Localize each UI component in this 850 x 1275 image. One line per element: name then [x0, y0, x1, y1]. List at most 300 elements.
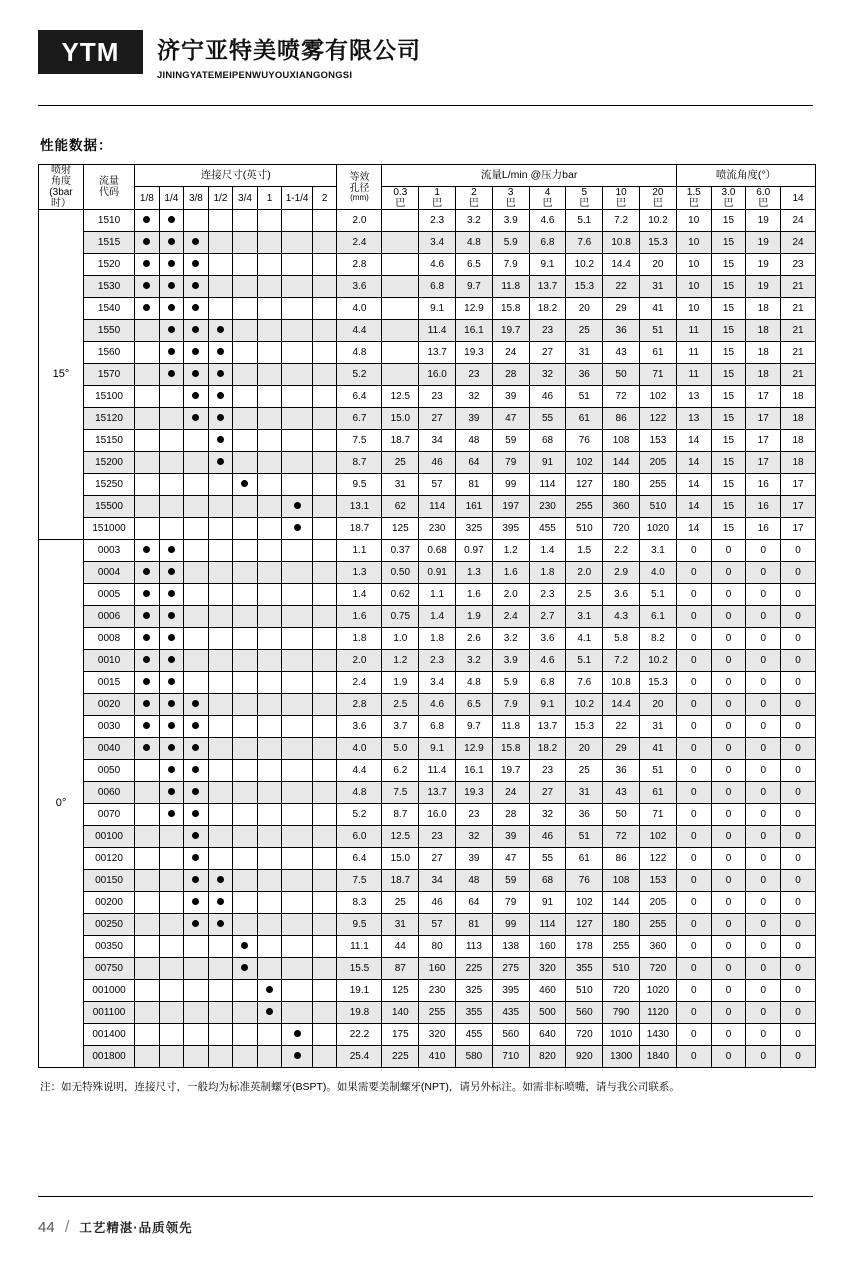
cell-flow-1: 46 — [419, 892, 456, 914]
cell-angle-1: 15 — [711, 232, 746, 254]
dot-icon — [192, 392, 199, 399]
cell-conn-5 — [257, 1046, 282, 1068]
cell-conn-6 — [282, 738, 313, 760]
cell-flow-3: 2.4 — [492, 606, 529, 628]
cell-flow-5: 76 — [566, 430, 603, 452]
cell-angle-3: 21 — [781, 364, 816, 386]
header-flow-code — [83, 165, 134, 210]
cell-flow-1: 2.3 — [419, 650, 456, 672]
cell-flow-code: 0008 — [83, 628, 134, 650]
cell-conn-5 — [257, 320, 282, 342]
cell-conn-0 — [135, 606, 160, 628]
dot-icon — [168, 612, 175, 619]
cell-conn-2 — [184, 562, 209, 584]
cell-conn-4 — [233, 958, 258, 980]
cell-conn-5 — [257, 870, 282, 892]
cell-flow-code: 00750 — [83, 958, 134, 980]
cell-angle-3: 0 — [781, 650, 816, 672]
cell-flow-0: 12.5 — [382, 826, 419, 848]
cell-flow-5: 15.3 — [566, 276, 603, 298]
cell-conn-1 — [159, 958, 184, 980]
cell-angle-3: 18 — [781, 430, 816, 452]
cell-flow-3: 5.9 — [492, 232, 529, 254]
cell-orifice: 2.4 — [337, 672, 382, 694]
dot-icon — [168, 744, 175, 751]
table-row — [39, 254, 816, 276]
cell-angle-2: 19 — [746, 276, 781, 298]
cell-conn-0 — [135, 474, 160, 496]
table-row — [39, 496, 816, 518]
cell-angle-3: 0 — [781, 980, 816, 1002]
cell-flow-5: 355 — [566, 958, 603, 980]
cell-conn-7 — [312, 782, 337, 804]
cell-flow-3: 1.6 — [492, 562, 529, 584]
cell-conn-1 — [159, 298, 184, 320]
cell-conn-7 — [312, 232, 337, 254]
cell-angle-0: 0 — [676, 738, 711, 760]
cell-conn-1 — [159, 1002, 184, 1024]
cell-flow-5: 20 — [566, 738, 603, 760]
table-head-row-2 — [39, 187, 816, 210]
cell-conn-1 — [159, 738, 184, 760]
cell-flow-4: 13.7 — [529, 276, 566, 298]
header-pressure-0: 0.3 巴 — [382, 187, 419, 210]
cell-conn-5 — [257, 782, 282, 804]
cell-conn-0 — [135, 518, 160, 540]
cell-angle-3: 18 — [781, 452, 816, 474]
cell-conn-1 — [159, 848, 184, 870]
cell-flow-code: 0003 — [83, 540, 134, 562]
cell-flow-5: 102 — [566, 892, 603, 914]
cell-angle-0: 0 — [676, 848, 711, 870]
cell-flow-4: 18.2 — [529, 738, 566, 760]
cell-orifice: 1.3 — [337, 562, 382, 584]
cell-conn-7 — [312, 694, 337, 716]
cell-orifice: 19.1 — [337, 980, 382, 1002]
cell-conn-1 — [159, 364, 184, 386]
cell-conn-5 — [257, 760, 282, 782]
cell-orifice: 3.6 — [337, 276, 382, 298]
cell-conn-6 — [282, 936, 313, 958]
cell-conn-3 — [208, 980, 233, 1002]
cell-flow-code: 0070 — [83, 804, 134, 826]
cell-angle-2: 0 — [746, 760, 781, 782]
cell-conn-5 — [257, 496, 282, 518]
dot-icon — [168, 282, 175, 289]
cell-flow-7: 1840 — [640, 1046, 677, 1068]
cell-flow-code: 0010 — [83, 650, 134, 672]
dot-icon — [217, 436, 224, 443]
cell-flow-7: 31 — [640, 276, 677, 298]
cell-flow-4: 91 — [529, 892, 566, 914]
cell-flow-code: 1510 — [83, 210, 134, 232]
cell-angle-3: 0 — [781, 760, 816, 782]
cell-conn-4 — [233, 1024, 258, 1046]
cell-conn-1 — [159, 474, 184, 496]
cell-angle-0: 10 — [676, 210, 711, 232]
cell-conn-6 — [282, 430, 313, 452]
cell-angle-2: 17 — [746, 386, 781, 408]
cell-angle-2: 17 — [746, 430, 781, 452]
cell-flow-1: 23 — [419, 386, 456, 408]
cell-flow-6: 43 — [603, 782, 640, 804]
cell-flow-5: 25 — [566, 760, 603, 782]
cell-conn-6 — [282, 606, 313, 628]
cell-conn-3 — [208, 848, 233, 870]
cell-flow-0: 44 — [382, 936, 419, 958]
cell-conn-3 — [208, 606, 233, 628]
cell-flow-3: 435 — [492, 1002, 529, 1024]
cell-flow-3: 15.8 — [492, 298, 529, 320]
dot-icon — [192, 920, 199, 927]
cell-flow-5: 20 — [566, 298, 603, 320]
cell-angle-0: 14 — [676, 496, 711, 518]
cell-orifice: 6.4 — [337, 386, 382, 408]
cell-angle-2: 17 — [746, 408, 781, 430]
dot-icon — [168, 546, 175, 553]
cell-flow-6: 43 — [603, 342, 640, 364]
table-row — [39, 562, 816, 584]
cell-conn-7 — [312, 364, 337, 386]
cell-conn-0 — [135, 364, 160, 386]
cell-angle-1: 0 — [711, 716, 746, 738]
cell-conn-2 — [184, 870, 209, 892]
cell-angle-2: 19 — [746, 254, 781, 276]
cell-orifice: 7.5 — [337, 430, 382, 452]
cell-conn-3 — [208, 738, 233, 760]
cell-flow-4: 640 — [529, 1024, 566, 1046]
cell-conn-1 — [159, 254, 184, 276]
cell-conn-2 — [184, 408, 209, 430]
dot-icon — [192, 832, 199, 839]
cell-conn-3 — [208, 716, 233, 738]
cell-conn-0 — [135, 980, 160, 1002]
cell-conn-2 — [184, 1024, 209, 1046]
cell-orifice: 1.8 — [337, 628, 382, 650]
cell-conn-2 — [184, 386, 209, 408]
dot-icon — [217, 326, 224, 333]
cell-flow-0: 0.62 — [382, 584, 419, 606]
cell-angle-0: 14 — [676, 452, 711, 474]
cell-flow-code: 001400 — [83, 1024, 134, 1046]
cell-flow-3: 19.7 — [492, 320, 529, 342]
cell-flow-5: 920 — [566, 1046, 603, 1068]
cell-flow-2: 113 — [456, 936, 493, 958]
cell-angle-3: 0 — [781, 738, 816, 760]
table-row — [39, 892, 816, 914]
cell-flow-2: 16.1 — [456, 760, 493, 782]
cell-flow-4: 27 — [529, 782, 566, 804]
cell-conn-7 — [312, 650, 337, 672]
cell-conn-4 — [233, 320, 258, 342]
cell-conn-0 — [135, 672, 160, 694]
cell-conn-6 — [282, 826, 313, 848]
cell-flow-4: 9.1 — [529, 254, 566, 276]
table-row — [39, 980, 816, 1002]
cell-conn-5 — [257, 892, 282, 914]
cell-flow-7: 102 — [640, 826, 677, 848]
cell-flow-2: 325 — [456, 980, 493, 1002]
cell-flow-3: 5.9 — [492, 672, 529, 694]
cell-conn-2 — [184, 782, 209, 804]
table-row — [39, 738, 816, 760]
cell-flow-5: 36 — [566, 364, 603, 386]
cell-flow-0: 3.7 — [382, 716, 419, 738]
cell-conn-0 — [135, 276, 160, 298]
cell-conn-7 — [312, 254, 337, 276]
cell-conn-1 — [159, 452, 184, 474]
table-row — [39, 936, 816, 958]
page-header — [0, 0, 850, 108]
cell-flow-1: 57 — [419, 914, 456, 936]
cell-flow-3: 710 — [492, 1046, 529, 1068]
cell-angle-0: 0 — [676, 892, 711, 914]
table-row — [39, 518, 816, 540]
cell-conn-2 — [184, 298, 209, 320]
cell-conn-3 — [208, 298, 233, 320]
dot-icon — [143, 700, 150, 707]
cell-angle-0: 11 — [676, 364, 711, 386]
cell-flow-6: 36 — [603, 760, 640, 782]
cell-flow-3: 47 — [492, 848, 529, 870]
header-conn-3: 1/2 — [208, 187, 233, 210]
cell-conn-7 — [312, 452, 337, 474]
cell-conn-5 — [257, 738, 282, 760]
cell-conn-6 — [282, 672, 313, 694]
cell-conn-5 — [257, 386, 282, 408]
cell-flow-6: 7.2 — [603, 210, 640, 232]
cell-conn-5 — [257, 1002, 282, 1024]
cell-conn-1 — [159, 320, 184, 342]
cell-conn-2 — [184, 936, 209, 958]
cell-conn-6 — [282, 870, 313, 892]
header-angle-0: 1.5 巴 — [676, 187, 711, 210]
cell-conn-7 — [312, 276, 337, 298]
cell-conn-0 — [135, 254, 160, 276]
cell-conn-7 — [312, 408, 337, 430]
cell-orifice: 5.2 — [337, 364, 382, 386]
cell-flow-4: 68 — [529, 430, 566, 452]
cell-flow-1: 27 — [419, 408, 456, 430]
cell-flow-3: 395 — [492, 980, 529, 1002]
cell-angle-3: 0 — [781, 1002, 816, 1024]
cell-flow-0: 25 — [382, 452, 419, 474]
cell-conn-1 — [159, 562, 184, 584]
dot-icon — [294, 1030, 301, 1037]
cell-flow-6: 2.2 — [603, 540, 640, 562]
cell-conn-6 — [282, 210, 313, 232]
ytm-logo-icon: YTM — [38, 30, 143, 74]
cell-flow-5: 127 — [566, 914, 603, 936]
dot-icon — [168, 304, 175, 311]
cell-conn-4 — [233, 474, 258, 496]
dot-icon — [143, 216, 150, 223]
cell-conn-6 — [282, 914, 313, 936]
cell-flow-6: 180 — [603, 474, 640, 496]
cell-conn-6 — [282, 386, 313, 408]
cell-angle-2: 0 — [746, 1002, 781, 1024]
cell-conn-3 — [208, 518, 233, 540]
cell-flow-7: 205 — [640, 892, 677, 914]
cell-angle-3: 18 — [781, 386, 816, 408]
cell-flow-2: 3.2 — [456, 650, 493, 672]
cell-orifice: 15.5 — [337, 958, 382, 980]
dot-icon — [143, 656, 150, 663]
cell-angle-2: 18 — [746, 298, 781, 320]
cell-orifice: 4.8 — [337, 342, 382, 364]
cell-flow-1: 230 — [419, 518, 456, 540]
cell-flow-3: 28 — [492, 804, 529, 826]
dot-icon — [217, 876, 224, 883]
cell-flow-3: 99 — [492, 914, 529, 936]
cell-conn-3 — [208, 584, 233, 606]
cell-angle-1: 15 — [711, 430, 746, 452]
table-row — [39, 694, 816, 716]
cell-conn-3 — [208, 342, 233, 364]
cell-flow-code: 00150 — [83, 870, 134, 892]
cell-flow-1: 410 — [419, 1046, 456, 1068]
cell-flow-5: 178 — [566, 936, 603, 958]
table-note: 注：如无特殊说明，连接尺寸，一般均为标准英制螺牙(BSPT)。如果需要美制螺牙(NPT)，请另外标注。如需非标喷嘴，请与我公司联系。 — [40, 1081, 680, 1093]
cell-angle-2: 0 — [746, 540, 781, 562]
cell-conn-7 — [312, 342, 337, 364]
cell-conn-2 — [184, 276, 209, 298]
cell-conn-5 — [257, 430, 282, 452]
cell-conn-5 — [257, 716, 282, 738]
cell-flow-7: 10.2 — [640, 210, 677, 232]
cell-angle-0: 0 — [676, 650, 711, 672]
cell-flow-3: 39 — [492, 386, 529, 408]
cell-conn-5 — [257, 254, 282, 276]
cell-flow-4: 46 — [529, 386, 566, 408]
header-pressure-2: 2 巴 — [456, 187, 493, 210]
cell-flow-code: 1560 — [83, 342, 134, 364]
cell-angle-0: 0 — [676, 958, 711, 980]
cell-orifice: 25.4 — [337, 1046, 382, 1068]
cell-conn-3 — [208, 914, 233, 936]
cell-flow-6: 72 — [603, 386, 640, 408]
cell-flow-7: 205 — [640, 452, 677, 474]
table-row — [39, 914, 816, 936]
cell-flow-code: 0004 — [83, 562, 134, 584]
cell-flow-0: 12.5 — [382, 386, 419, 408]
cell-flow-7: 15.3 — [640, 232, 677, 254]
table-head — [39, 165, 816, 210]
cell-angle-2: 0 — [746, 782, 781, 804]
cell-angle-1: 0 — [711, 804, 746, 826]
cell-conn-2 — [184, 826, 209, 848]
cell-angle-2: 0 — [746, 980, 781, 1002]
cell-conn-0 — [135, 826, 160, 848]
cell-angle-0: 0 — [676, 1046, 711, 1068]
cell-flow-4: 160 — [529, 936, 566, 958]
cell-flow-6: 29 — [603, 738, 640, 760]
cell-orifice: 2.4 — [337, 232, 382, 254]
cell-conn-5 — [257, 958, 282, 980]
cell-flow-2: 64 — [456, 452, 493, 474]
cell-flow-code: 00200 — [83, 892, 134, 914]
cell-flow-5: 10.2 — [566, 254, 603, 276]
cell-flow-5: 31 — [566, 342, 603, 364]
cell-conn-5 — [257, 342, 282, 364]
cell-flow-6: 14.4 — [603, 694, 640, 716]
cell-flow-0: 31 — [382, 474, 419, 496]
cell-flow-5: 720 — [566, 1024, 603, 1046]
cell-flow-5: 61 — [566, 408, 603, 430]
cell-flow-6: 36 — [603, 320, 640, 342]
cell-flow-1: 114 — [419, 496, 456, 518]
cell-flow-0: 18.7 — [382, 870, 419, 892]
cell-flow-4: 500 — [529, 1002, 566, 1024]
cell-conn-3 — [208, 958, 233, 980]
dot-icon — [168, 678, 175, 685]
cell-orifice: 7.5 — [337, 870, 382, 892]
dot-icon — [294, 502, 301, 509]
cell-flow-5: 102 — [566, 452, 603, 474]
cell-conn-4 — [233, 980, 258, 1002]
cell-flow-4: 114 — [529, 914, 566, 936]
cell-conn-1 — [159, 1024, 184, 1046]
cell-conn-0 — [135, 562, 160, 584]
cell-conn-5 — [257, 540, 282, 562]
dot-icon — [192, 326, 199, 333]
cell-conn-0 — [135, 430, 160, 452]
cell-conn-2 — [184, 584, 209, 606]
cell-angle-3: 0 — [781, 562, 816, 584]
cell-conn-4 — [233, 870, 258, 892]
cell-conn-3 — [208, 254, 233, 276]
cell-flow-1: 13.7 — [419, 342, 456, 364]
cell-flow-7: 720 — [640, 958, 677, 980]
cell-flow-2: 23 — [456, 364, 493, 386]
cell-flow-7: 1020 — [640, 980, 677, 1002]
cell-orifice: 6.7 — [337, 408, 382, 430]
header-conn-1: 1/4 — [159, 187, 184, 210]
cell-angle-1: 15 — [711, 496, 746, 518]
group-angle-label: 15° — [39, 210, 84, 540]
cell-conn-1 — [159, 914, 184, 936]
header-spray-angle-l3: (3bar — [49, 187, 73, 198]
cell-flow-6: 86 — [603, 848, 640, 870]
cell-angle-1: 15 — [711, 452, 746, 474]
cell-angle-3: 17 — [781, 496, 816, 518]
dot-icon — [168, 568, 175, 575]
dot-icon — [168, 590, 175, 597]
dot-icon — [168, 766, 175, 773]
cell-angle-3: 0 — [781, 1046, 816, 1068]
cell-angle-3: 0 — [781, 782, 816, 804]
cell-flow-7: 61 — [640, 782, 677, 804]
dot-icon — [143, 304, 150, 311]
cell-flow-code: 0040 — [83, 738, 134, 760]
cell-flow-5: 127 — [566, 474, 603, 496]
dot-icon — [217, 348, 224, 355]
cell-angle-1: 0 — [711, 980, 746, 1002]
dot-icon — [168, 634, 175, 641]
cell-conn-3 — [208, 496, 233, 518]
cell-flow-3: 39 — [492, 826, 529, 848]
cell-angle-0: 14 — [676, 430, 711, 452]
cell-angle-2: 0 — [746, 716, 781, 738]
cell-flow-0: 175 — [382, 1024, 419, 1046]
cell-flow-0: 6.2 — [382, 760, 419, 782]
cell-flow-2: 48 — [456, 870, 493, 892]
cell-conn-6 — [282, 342, 313, 364]
cell-orifice: 18.7 — [337, 518, 382, 540]
cell-flow-5: 510 — [566, 980, 603, 1002]
cell-conn-5 — [257, 672, 282, 694]
cell-angle-1: 0 — [711, 1046, 746, 1068]
